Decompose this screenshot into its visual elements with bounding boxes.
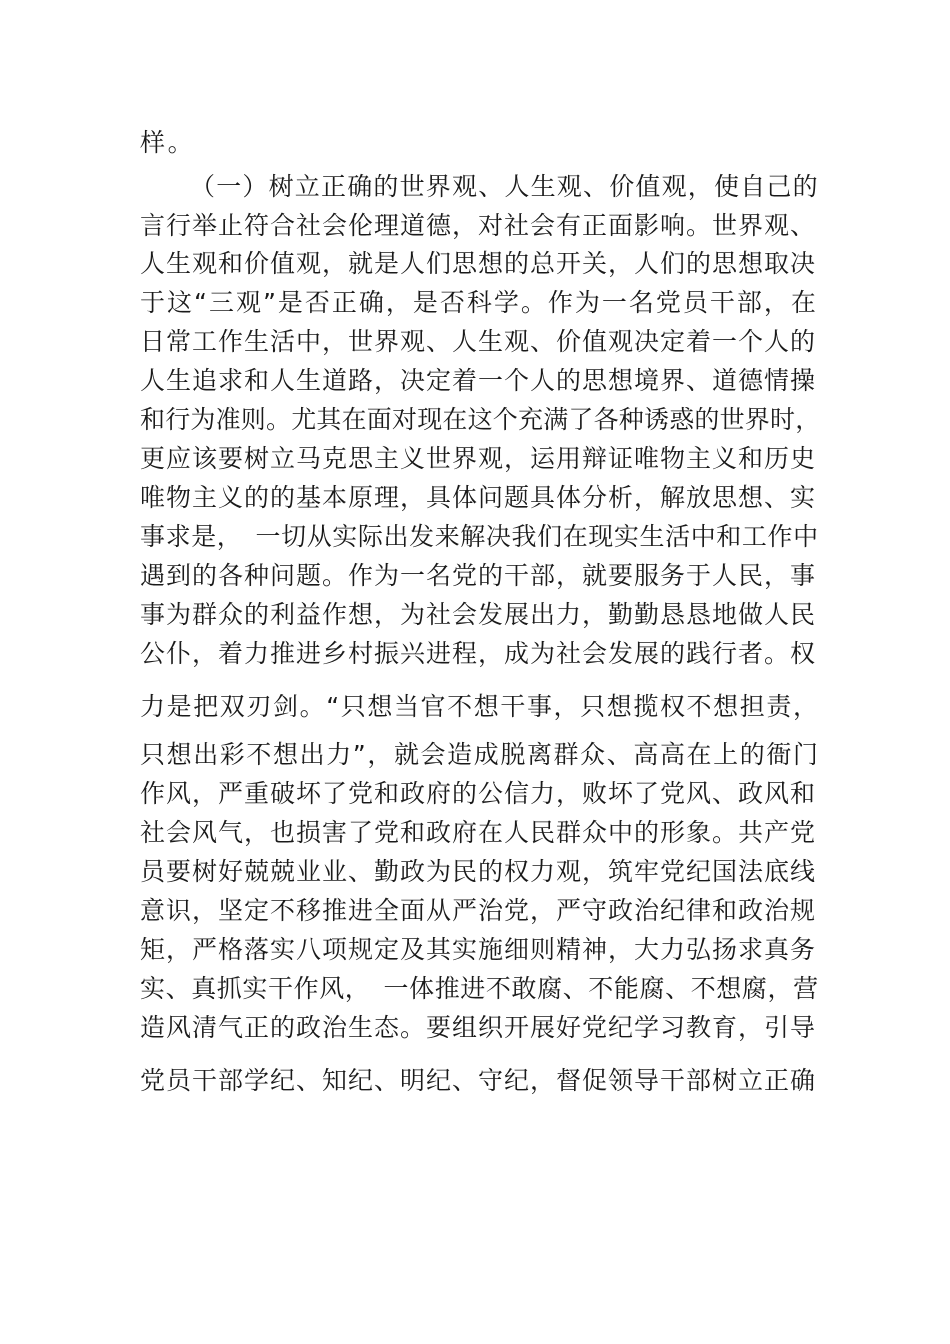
- text-line: 只想出彩不想出力”，就会造成脱离群众、高高在上的衙门: [140, 740, 820, 769]
- text-line: 力是把双刃剑。“只想当官不想干事，只想揽权不想担责，: [140, 692, 820, 721]
- text-line: 人生观和价值观，就是人们思想的总开关，人们的思想取决: [140, 249, 817, 278]
- text-line: 员要树好兢兢业业、勤政为民的权力观，筑牢党纪国法底线: [140, 857, 817, 886]
- text-line: 造风清气正的政治生态。要组织开展好党纪学习教育，引导: [140, 1013, 817, 1042]
- text-line: 社会风气，也损害了党和政府在人民群众中的形象。共产党: [140, 818, 817, 847]
- text-line: 事为群众的利益作想，为社会发展出力，勤勤恳恳地做人民: [140, 600, 817, 629]
- text-line: 矩，严格落实八项规定及其实施细则精神，大力弘扬求真务: [140, 935, 817, 964]
- text-line: 事求是， 一切从实际出发来解决我们在现实生活中和工作中: [140, 522, 819, 551]
- text-line: 党员干部学纪、知纪、明纪、守纪，督促领导干部树立正确: [140, 1066, 817, 1095]
- text-line: 唯物主义的的基本原理，具体问题具体分析，解放思想、实: [140, 483, 817, 512]
- text-line: 更应该要树立马克思主义世界观，运用辩证唯物主义和历史: [140, 444, 817, 473]
- text-line: 实、真抓实干作风， 一体推进不敢腐、不能腐、不想腐，营: [140, 974, 819, 1003]
- text-line: 遇到的各种问题。作为一名党的干部，就要服务于人民，事: [140, 561, 817, 590]
- text-line: 作风，严重破坏了党和政府的公信力，败坏了党风、政风和: [140, 779, 817, 808]
- text-line: 言行举止符合社会伦理道德，对社会有正面影响。世界观、: [140, 211, 817, 240]
- text-line: 和行为准则。尤其在面对现在这个充满了各种诱惑的世界时，: [140, 405, 821, 434]
- text-line: 意识，坚定不移推进全面从严治党，严守政治纪律和政治规: [140, 896, 817, 925]
- text-line: 于这“三观”是否正确，是否科学。作为一名党员干部，在: [140, 288, 818, 317]
- text-line: 样。: [140, 128, 196, 157]
- text-line: 日常工作生活中，世界观、人生观、价值观决定着一个人的: [140, 327, 817, 356]
- text-line: 人生追求和人生道路，决定着一个人的思想境界、道德情操: [140, 366, 817, 395]
- section-heading-line: （一）树立正确的世界观、人生观、价值观，使自己的: [190, 172, 819, 201]
- text-line: 公仆，着力推进乡村振兴进程，成为社会发展的践行者。权: [140, 639, 817, 668]
